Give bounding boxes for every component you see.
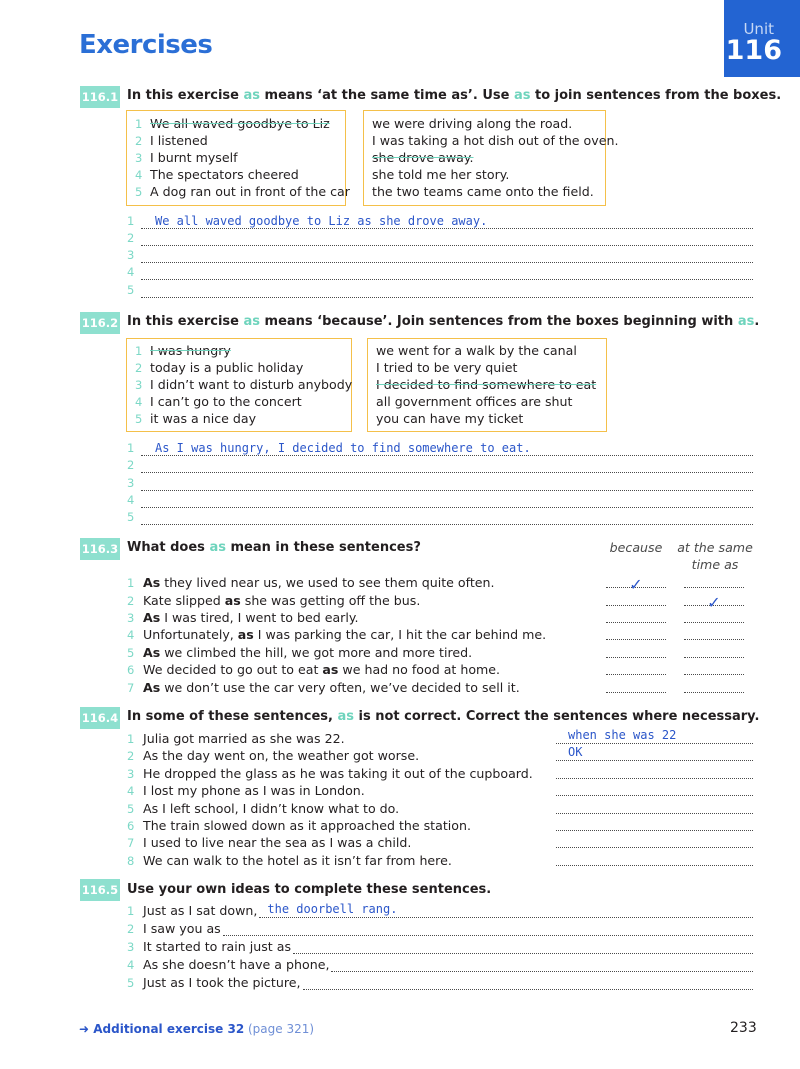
question-item: 8 We can walk to the hotel as it isn’t far from here.: [127, 853, 452, 868]
handwritten-answer: As I was hungry, I decided to find somewhere to eat.: [155, 441, 531, 455]
answer-line[interactable]: 3: [127, 474, 753, 491]
question-item: 2 Kate slipped as she was getting off the bus.: [127, 593, 421, 608]
question-item: 7 I used to live near the sea as I was a child.: [127, 835, 412, 850]
box-item: 1 I was hungry: [135, 343, 231, 358]
box-item: 3 I didn’t want to disturb anybody: [135, 377, 353, 392]
additional-exercise-link[interactable]: ➜ Additional exercise 32 (page 321): [79, 1022, 315, 1036]
box-item: we went for a walk by the canal: [376, 343, 577, 358]
page-title: Exercises: [79, 30, 213, 60]
question-item: 5 As we climbed the hill, we got more and more tired.: [127, 645, 473, 660]
answer-line[interactable]: 2: [127, 229, 753, 246]
arrow-right-icon: ➜: [79, 1022, 90, 1036]
same-time-check-slot[interactable]: [684, 593, 744, 612]
completion-item[interactable]: 5 Just as I took the picture,: [127, 974, 753, 990]
box-item: 2 I listened: [135, 133, 208, 148]
exercise-instruction: In this exercise as means ‘because’. Join sentences from the boxes beginning with as.: [127, 314, 760, 329]
handwritten-answer: when she was 22: [568, 728, 677, 742]
question-item: 4 I lost my phone as I was in London.: [127, 783, 365, 798]
because-check-slot[interactable]: [606, 610, 666, 623]
handwritten-answer: the doorbell rang.: [267, 902, 398, 916]
completion-item[interactable]: 3 It started to rain just as: [127, 938, 753, 954]
answer-line[interactable]: 5: [127, 508, 753, 525]
sentence-box-left: [126, 338, 352, 432]
because-check-slot[interactable]: [606, 680, 666, 693]
exercise-instruction: What does as mean in these sentences?: [127, 540, 421, 555]
unit-number: 116: [725, 35, 782, 66]
sentence-box-right: [367, 338, 607, 432]
question-item: 6 We decided to go out to eat as we had no food at home.: [127, 662, 501, 677]
same-time-check-slot[interactable]: [684, 662, 744, 675]
page-number: 233: [730, 1020, 757, 1036]
sentence-box-right: [363, 110, 619, 206]
box-item: 2 today is a public holiday: [135, 360, 304, 375]
box-item: 4 The spectators cheered: [135, 167, 299, 182]
column-header-same-time: at the same: [677, 540, 753, 555]
question-item: 3 He dropped the glass as he was taking it out of the cupboard.: [127, 766, 533, 781]
exercise-tag: 116.3: [80, 538, 120, 560]
correction-line[interactable]: [556, 747, 753, 761]
question-item: 3 As I was tired, I went to bed early.: [127, 610, 359, 625]
question-item: 7 As we don’t use the car very often, we’ve decided to sell it.: [127, 680, 520, 695]
because-check-slot[interactable]: [606, 645, 666, 658]
handwritten-answer: OK: [568, 745, 583, 759]
exercise-tag: 116.5: [80, 879, 120, 901]
answer-line[interactable]: 2: [127, 456, 753, 473]
box-item: you can have my ticket: [376, 411, 524, 426]
correction-line[interactable]: [556, 817, 753, 831]
box-item: I tried to be very quiet: [376, 360, 518, 375]
question-item: 2 As the day went on, the weather got worse.: [127, 748, 420, 763]
box-item: I decided to find somewhere to eat: [376, 377, 597, 392]
box-item: 4 I can’t go to the concert: [135, 394, 302, 409]
completion-item[interactable]: 1 Just as I sat down, the doorbell rang.: [127, 902, 753, 918]
same-time-check-slot[interactable]: [684, 575, 744, 588]
correction-line[interactable]: [556, 765, 753, 779]
box-item: she told me her story.: [372, 167, 510, 182]
box-item: 3 I burnt myself: [135, 150, 238, 165]
answer-line[interactable]: 1 We all waved goodbye to Liz as she drove away.: [127, 212, 753, 229]
because-check-slot[interactable]: [606, 662, 666, 675]
question-item: 4 Unfortunately, as I was parking the car, I hit the car behind me.: [127, 627, 547, 642]
correction-line[interactable]: [556, 834, 753, 848]
answer-line[interactable]: 3: [127, 246, 753, 263]
answer-line[interactable]: 1 As I was hungry, I decided to find somewhere to eat.: [127, 439, 753, 456]
unit-tab: [724, 0, 800, 77]
same-time-check-slot[interactable]: [684, 645, 744, 658]
column-header-same-time: time as: [691, 557, 739, 572]
handwritten-answer: We all waved goodbye to Liz as she drove away.: [155, 214, 488, 228]
question-item: 6 The train slowed down as it approached the station.: [127, 818, 471, 833]
box-item: 5 it was a nice day: [135, 411, 257, 426]
question-item: 1 As they lived near us, we used to see them quite often.: [127, 575, 495, 590]
exercise-tag: 116.2: [80, 312, 120, 334]
because-check-slot[interactable]: [606, 575, 666, 594]
same-time-check-slot[interactable]: [684, 627, 744, 640]
because-check-slot[interactable]: [606, 593, 666, 606]
box-item: the two teams came onto the field.: [372, 184, 594, 199]
sentence-box-left: [126, 110, 350, 206]
tick-icon: ✓: [629, 575, 643, 594]
same-time-check-slot[interactable]: [684, 610, 744, 623]
correction-line[interactable]: [556, 782, 753, 796]
box-item: she drove away.: [372, 150, 474, 165]
answer-line[interactable]: 4: [127, 263, 753, 280]
box-item: 5 A dog ran out in front of the car: [135, 184, 350, 199]
box-item: we were driving along the road.: [372, 116, 573, 131]
completion-item[interactable]: 2 I saw you as: [127, 920, 753, 936]
answer-line[interactable]: 4: [127, 491, 753, 508]
box-item: I was taking a hot dish out of the oven.: [372, 133, 619, 148]
exercise-tag: 116.1: [80, 86, 120, 108]
correction-line[interactable]: [556, 800, 753, 814]
question-item: 1 Julia got married as she was 22.: [127, 731, 345, 746]
exercise-instruction: Use your own ideas to complete these sentences.: [127, 882, 492, 897]
answer-line[interactable]: 5: [127, 281, 753, 298]
because-check-slot[interactable]: [606, 627, 666, 640]
exercise-instruction: In this exercise as means ‘at the same time as’. Use as to join sentences from the boxes.: [127, 88, 782, 103]
correction-line[interactable]: [556, 730, 753, 744]
box-item: 1 We all waved goodbye to Liz: [135, 116, 330, 131]
column-header-because: because: [609, 540, 663, 555]
tick-icon: ✓: [707, 593, 721, 612]
exercise-tag: 116.4: [80, 707, 120, 729]
exercise-instruction: In some of these sentences, as is not correct. Correct the sentences where necessary.: [127, 709, 760, 724]
unit-label: Unit: [743, 20, 774, 38]
correction-line[interactable]: [556, 852, 753, 866]
same-time-check-slot[interactable]: [684, 680, 744, 693]
box-item: all government offices are shut: [376, 394, 573, 409]
completion-item[interactable]: 4 As she doesn’t have a phone,: [127, 956, 753, 972]
question-item: 5 As I left school, I didn’t know what to do.: [127, 801, 400, 816]
